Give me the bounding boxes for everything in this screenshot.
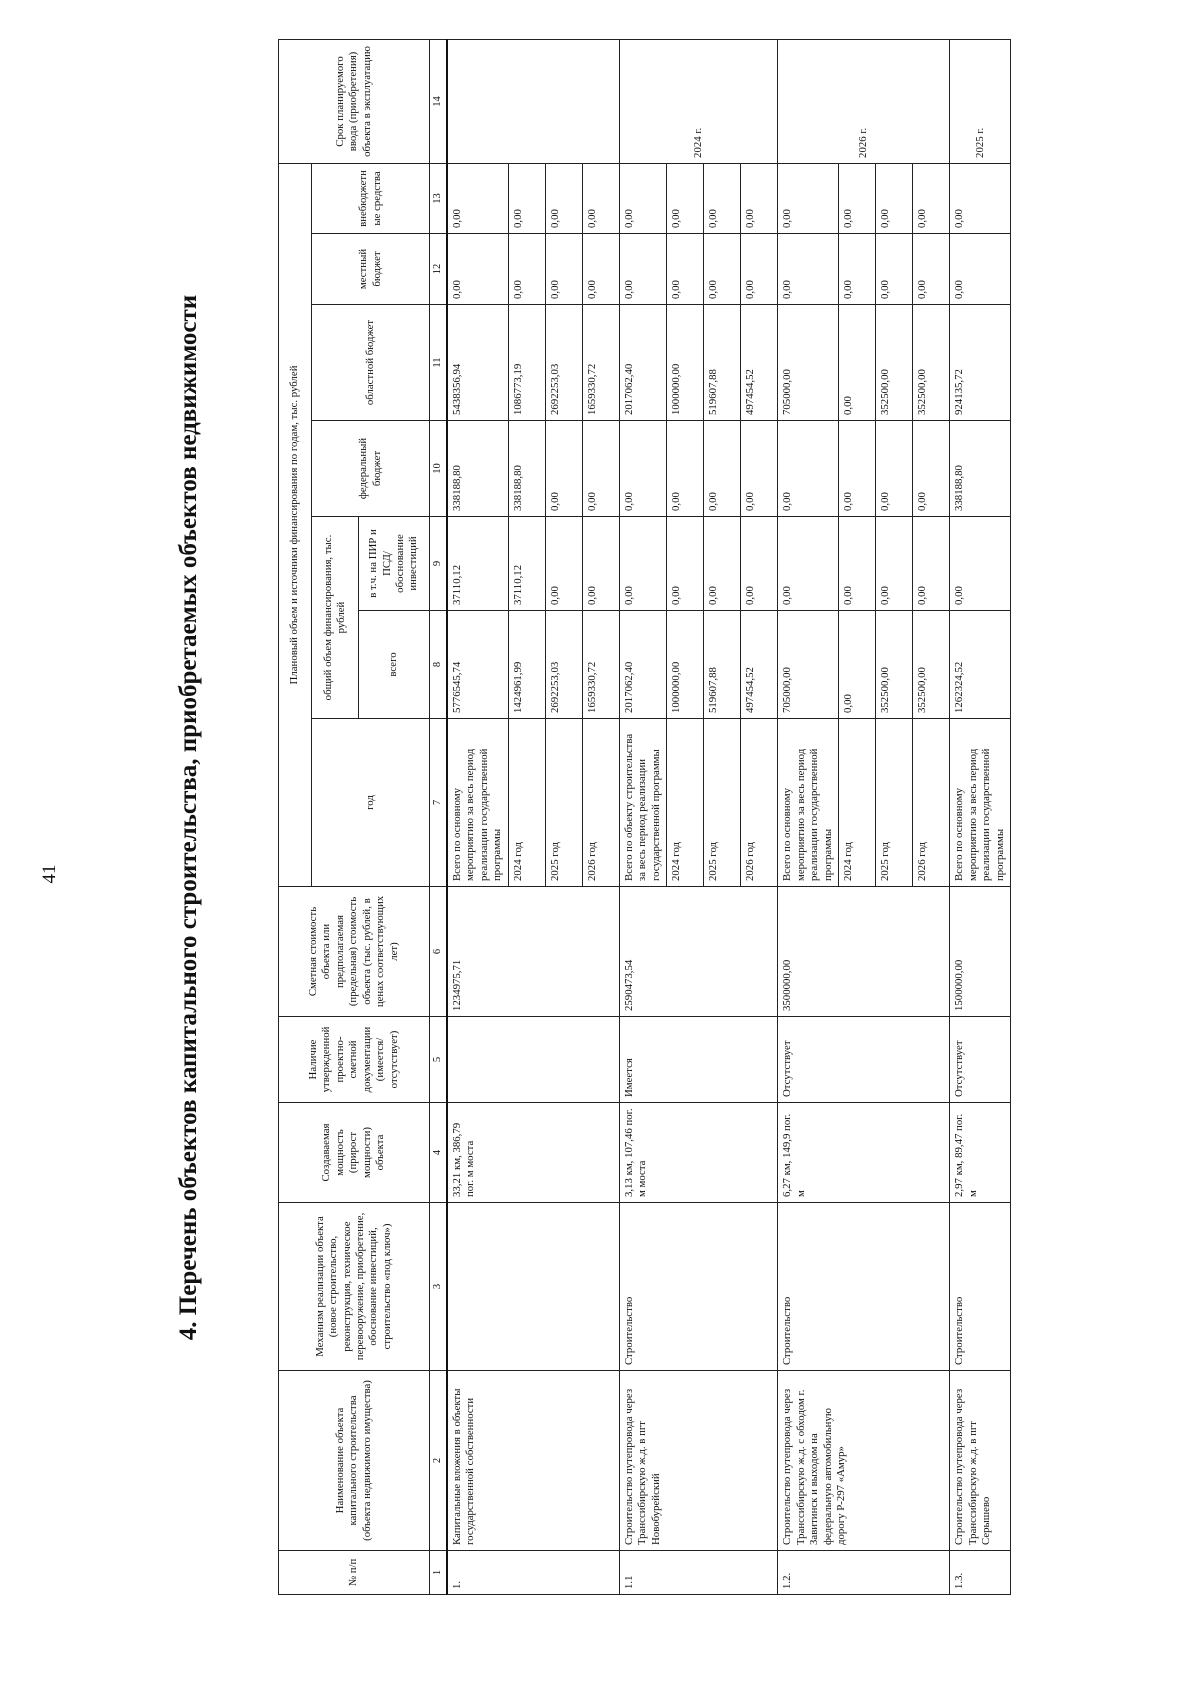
local-cell: 0,00 (913, 234, 950, 305)
local-cell: 0,00 (950, 234, 1011, 305)
regional-cell: 352500,00 (876, 305, 913, 421)
regional-cell: 5438356,94 (447, 305, 508, 421)
column-number: 11 (430, 305, 448, 421)
header-federal: федеральный бюджет (312, 421, 430, 517)
header-extra: внебюджетные средства (312, 163, 430, 233)
page-title: 4. Перечень объектов капитального строительства, приобретаемых объектов недвижимости (175, 294, 202, 1341)
year-cell: 2025 год (704, 719, 741, 887)
object-name: Строительство путепровода через Транссибирскую ж.д. с обходом г. Завитинск и выходом на федеральную автомобильную дорогу Р-297 «Амур» (778, 1371, 950, 1551)
header-deadline: Срок планируемого ввода (приобретения) объекта в эксплуатацию (279, 39, 430, 163)
header-no: № п/п (279, 1551, 430, 1595)
year-cell: 2024 год (508, 719, 545, 887)
federal-cell: 338188,80 (447, 421, 508, 517)
column-numbers-row (430, 39, 448, 1594)
object-deadline: 2025 г. (950, 39, 1011, 163)
object-cost: 3500000,00 (778, 887, 950, 1017)
regional-cell: 1000000,00 (667, 305, 704, 421)
year-cell: Всего по объекту строительства за весь период реализации государственной программы (619, 719, 666, 887)
row-number: 1.3. (950, 1551, 1011, 1595)
object-name: Капитальные вложения в объекты государственной собственности (447, 1371, 619, 1551)
column-number: 8 (430, 611, 448, 719)
column-number: 5 (430, 1017, 448, 1103)
total-cell: 352500,00 (876, 611, 913, 719)
landscape-content (160, 40, 1200, 1595)
federal-cell: 0,00 (545, 421, 582, 517)
federal-cell: 0,00 (839, 421, 876, 517)
total-cell: 2017062,40 (619, 611, 666, 719)
year-cell: 2025 год (545, 719, 582, 887)
pir-cell: 0,00 (913, 517, 950, 611)
pir-cell: 37110,12 (447, 517, 508, 611)
pir-cell: 0,00 (950, 517, 1011, 611)
regional-cell: 705000,00 (778, 305, 839, 421)
extra-cell: 0,00 (950, 163, 1011, 233)
year-cell: 2025 год (876, 719, 913, 887)
object-docs: Имеется (619, 1017, 777, 1103)
column-number: 1 (430, 1551, 448, 1595)
object-deadline: 2026 г. (778, 39, 950, 163)
pir-cell: 37110,12 (508, 517, 545, 611)
column-number: 9 (430, 517, 448, 611)
pir-cell: 0,00 (619, 517, 666, 611)
extra-cell: 0,00 (545, 163, 582, 233)
column-number: 12 (430, 234, 448, 305)
federal-cell: 338188,80 (950, 421, 1011, 517)
column-number: 3 (430, 1203, 448, 1371)
year-cell: 2024 год (839, 719, 876, 887)
header-mechanism: Механизм реализации объекта (новое строительство, реконструкция, техническое перевооружение, приобретение, обоснование инвестиций, строительство «под ключ») (279, 1203, 430, 1371)
object-mechanism: Строительство (778, 1203, 950, 1371)
header-capacity: Создаваемая мощность (прирост мощности) объекта (279, 1103, 430, 1203)
extra-cell: 0,00 (667, 163, 704, 233)
federal-cell: 0,00 (913, 421, 950, 517)
pir-cell: 0,00 (839, 517, 876, 611)
table-row (447, 39, 508, 1594)
header-year: год (312, 719, 430, 887)
local-cell: 0,00 (619, 234, 666, 305)
federal-cell: 0,00 (778, 421, 839, 517)
total-cell: 497454,52 (741, 611, 778, 719)
regional-cell: 1659330,72 (582, 305, 619, 421)
column-number: 6 (430, 887, 448, 1017)
table-body (430, 39, 1011, 1594)
column-number: 2 (430, 1371, 448, 1551)
object-mechanism: Строительство (950, 1203, 1011, 1371)
column-number: 4 (430, 1103, 448, 1203)
row-number: 1.1 (619, 1551, 777, 1595)
object-mechanism (447, 1203, 619, 1371)
object-cost: 1234975,71 (447, 887, 619, 1017)
local-cell: 0,00 (778, 234, 839, 305)
year-cell: Всего по основному мероприятию за весь период реализации государственной программы (778, 719, 839, 887)
pir-cell: 0,00 (876, 517, 913, 611)
local-cell: 0,00 (839, 234, 876, 305)
federal-cell: 0,00 (619, 421, 666, 517)
table-row (950, 39, 1011, 1594)
object-docs: Отсутствует (950, 1017, 1011, 1103)
table-row (619, 39, 666, 1594)
pir-cell: 0,00 (582, 517, 619, 611)
header-total-group: общий объем финансирования, тыс. рублей (312, 517, 359, 719)
header-pir: в т.ч. на ПИР и ПСД/обоснование инвестиций (359, 517, 430, 611)
column-number: 10 (430, 421, 448, 517)
regional-cell: 352500,00 (913, 305, 950, 421)
regional-cell: 497454,52 (741, 305, 778, 421)
row-number: 1.2. (778, 1551, 950, 1595)
federal-cell: 0,00 (704, 421, 741, 517)
header-name: Наименование объекта капитального строительства (объекта недвижимого имущества) (279, 1371, 430, 1551)
object-cost: 2590473,54 (619, 887, 777, 1017)
total-cell: 2692253,03 (545, 611, 582, 719)
local-cell: 0,00 (741, 234, 778, 305)
extra-cell: 0,00 (741, 163, 778, 233)
federal-cell: 0,00 (741, 421, 778, 517)
total-cell: 1262324,52 (950, 611, 1011, 719)
extra-cell: 0,00 (582, 163, 619, 233)
local-cell: 0,00 (447, 234, 508, 305)
header-local: местный бюджет (312, 234, 430, 305)
local-cell: 0,00 (667, 234, 704, 305)
total-cell: 352500,00 (913, 611, 950, 719)
pir-cell: 0,00 (704, 517, 741, 611)
pir-cell: 0,00 (778, 517, 839, 611)
column-number: 13 (430, 163, 448, 233)
year-cell: Всего по основному мероприятию за весь период реализации государственной программы (447, 719, 508, 887)
object-deadline (447, 39, 619, 163)
table-row (778, 39, 839, 1594)
regional-cell: 2017062,40 (619, 305, 666, 421)
regional-cell: 519607,88 (704, 305, 741, 421)
total-cell: 1000000,00 (667, 611, 704, 719)
local-cell: 0,00 (508, 234, 545, 305)
capital-objects-table (278, 39, 1011, 1595)
object-capacity: 2,97 км, 89,47 пог. м (950, 1103, 1011, 1203)
header-planned: Плановый объем и источники финансирования по годам, тыс. рублей (279, 163, 312, 886)
extra-cell: 0,00 (778, 163, 839, 233)
extra-cell: 0,00 (508, 163, 545, 233)
regional-cell: 1086773,19 (508, 305, 545, 421)
federal-cell: 0,00 (582, 421, 619, 517)
extra-cell: 0,00 (447, 163, 508, 233)
local-cell: 0,00 (545, 234, 582, 305)
pir-cell: 0,00 (545, 517, 582, 611)
header-docs: Наличие утвержденной проектно-сметной документации (имеется/отсутствует) (279, 1017, 430, 1103)
extra-cell: 0,00 (876, 163, 913, 233)
object-name: Строительство путепровода через Транссибирскую ж.д. в пгт Серышево (950, 1371, 1011, 1551)
column-number: 14 (430, 39, 448, 163)
pir-cell: 0,00 (667, 517, 704, 611)
total-cell: 0,00 (839, 611, 876, 719)
federal-cell: 0,00 (667, 421, 704, 517)
year-cell: 2026 год (582, 719, 619, 887)
local-cell: 0,00 (582, 234, 619, 305)
object-capacity: 3,13 км, 107,46 пог. м моста (619, 1103, 777, 1203)
local-cell: 0,00 (876, 234, 913, 305)
total-cell: 519607,88 (704, 611, 741, 719)
total-cell: 1424961,99 (508, 611, 545, 719)
row-number: 1. (447, 1551, 619, 1595)
column-number: 7 (430, 719, 448, 887)
object-mechanism: Строительство (619, 1203, 777, 1371)
object-docs: Отсутствует (778, 1017, 950, 1103)
page-number: 41 (39, 864, 60, 884)
regional-cell: 2692253,03 (545, 305, 582, 421)
object-docs (447, 1017, 619, 1103)
year-cell: Всего по основному мероприятию за весь период реализации государственной программы (950, 719, 1011, 887)
total-cell: 1659330,72 (582, 611, 619, 719)
header-regional: областной бюджет (312, 305, 430, 421)
year-cell: 2026 год (913, 719, 950, 887)
year-cell: 2026 год (741, 719, 778, 887)
pir-cell: 0,00 (741, 517, 778, 611)
header-cost: Сметная стоимость объекта или предполагаемая (предельная) стоимость объекта (тыс. рублей, в ценах соответствующих лет) (279, 887, 430, 1017)
extra-cell: 0,00 (913, 163, 950, 233)
extra-cell: 0,00 (619, 163, 666, 233)
federal-cell: 338188,80 (508, 421, 545, 517)
header-total: всего (359, 611, 430, 719)
federal-cell: 0,00 (876, 421, 913, 517)
total-cell: 705000,00 (778, 611, 839, 719)
extra-cell: 0,00 (704, 163, 741, 233)
regional-cell: 0,00 (839, 305, 876, 421)
total-cell: 5776545,74 (447, 611, 508, 719)
object-capacity: 6,27 км, 149,9 пог. м (778, 1103, 950, 1203)
regional-cell: 924135,72 (950, 305, 1011, 421)
year-cell: 2024 год (667, 719, 704, 887)
object-deadline: 2024 г. (619, 39, 777, 163)
object-cost: 1500000,00 (950, 887, 1011, 1017)
local-cell: 0,00 (704, 234, 741, 305)
object-capacity: 33,21 км, 386,79 пог. м моста (447, 1103, 619, 1203)
extra-cell: 0,00 (839, 163, 876, 233)
object-name: Строительство путепровода через Транссибирскую ж.д. в пгт Новобурейский (619, 1371, 777, 1551)
